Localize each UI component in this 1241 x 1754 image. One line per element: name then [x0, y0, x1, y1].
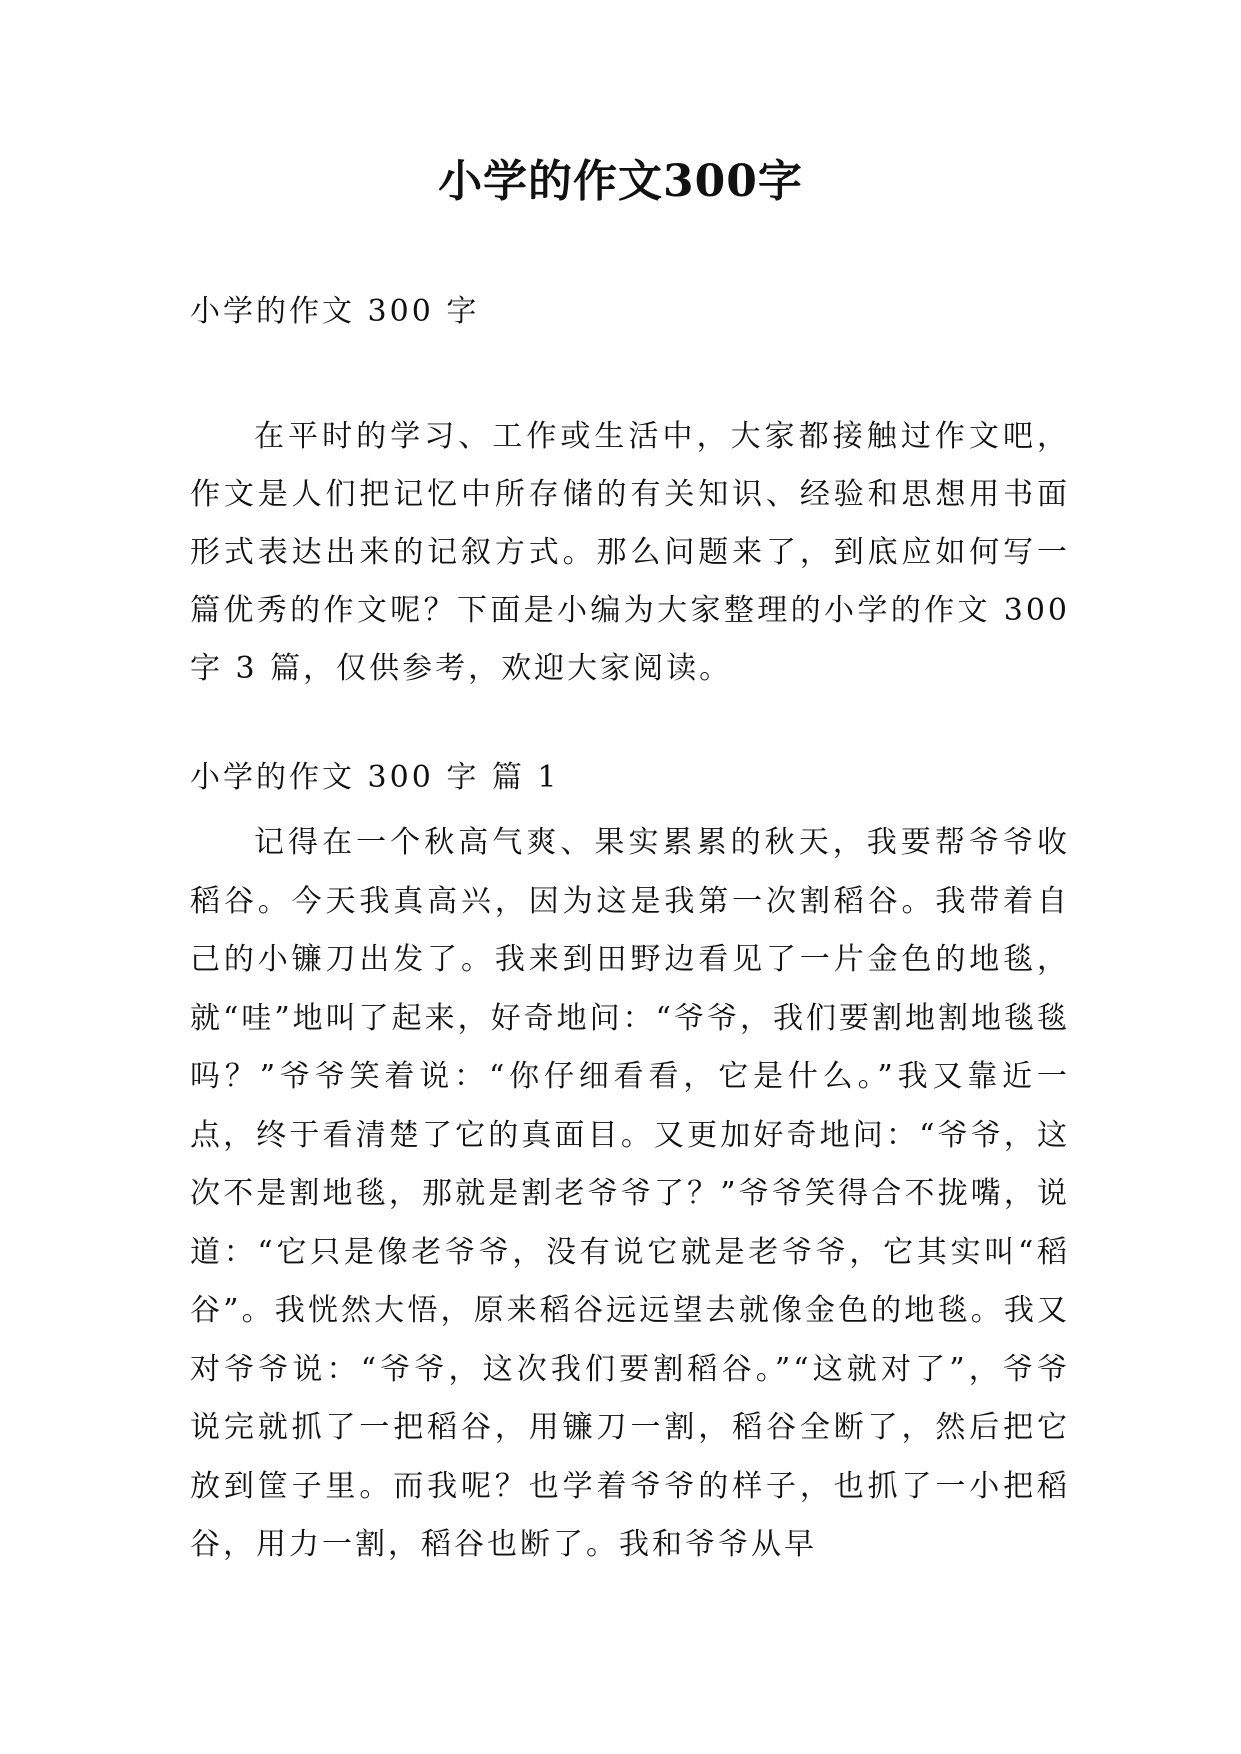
- document-title: 小学的作文300字: [438, 156, 803, 207]
- document-subtitle: 小学的作文 300 字: [190, 294, 480, 329]
- section-body-paragraph: [190, 814, 1070, 1575]
- section-heading: 小学的作文 300 字 篇 1: [190, 760, 560, 795]
- intro-paragraph: [190, 408, 1070, 698]
- section-body-text: 记得在一个秋高气爽、果实累累的秋天，我要帮爷爷收稻谷。今天我真高兴，因为这是我第一次割稻谷。我带着自己的小镰刀出发了。我来到田野边看见了一片金色的地毯，就“哇”地叫了起来，好奇地问：“爷爷，我们要割地割地毯毯吗？”爷爷笑着说：“你仔细看看，它是什么。”我又靠近一点，终于看清楚了它的真面目。又更加好奇地问：“爷爷，这次不是割地毯，那就是割老爷爷了？”爷爷笑得合不拢嘴，说道：“它只是像老爷爷，没有说它就是老爷爷，它其实叫“稻谷”。我恍然大悟，原来稻谷远远望去就像金色的地毯。我又对爷爷说：“爷爷，这次我们要割稻谷。”“这就对了”，爷爷说完就抓了一把稻谷，用镰刀一割，稻谷全断了，然后把它放到筐子里。而我呢？也学着爷爷的样子，也抓了一小把稻谷，用力一割，稻谷也断了。我和爷爷从早: [190, 825, 1071, 1562]
- intro-text: 在平时的学习、工作或生活中，大家都接触过作文吧，作文是人们把记忆中所存储的有关知识、经验和思想用书面形式表达出来的记叙方式。那么问题来了，到底应如何写一篇优秀的作文呢？下面是小编为大家整理的小学的作文 300 字 3 篇，仅供参考，欢迎大家阅读。: [190, 419, 1070, 686]
